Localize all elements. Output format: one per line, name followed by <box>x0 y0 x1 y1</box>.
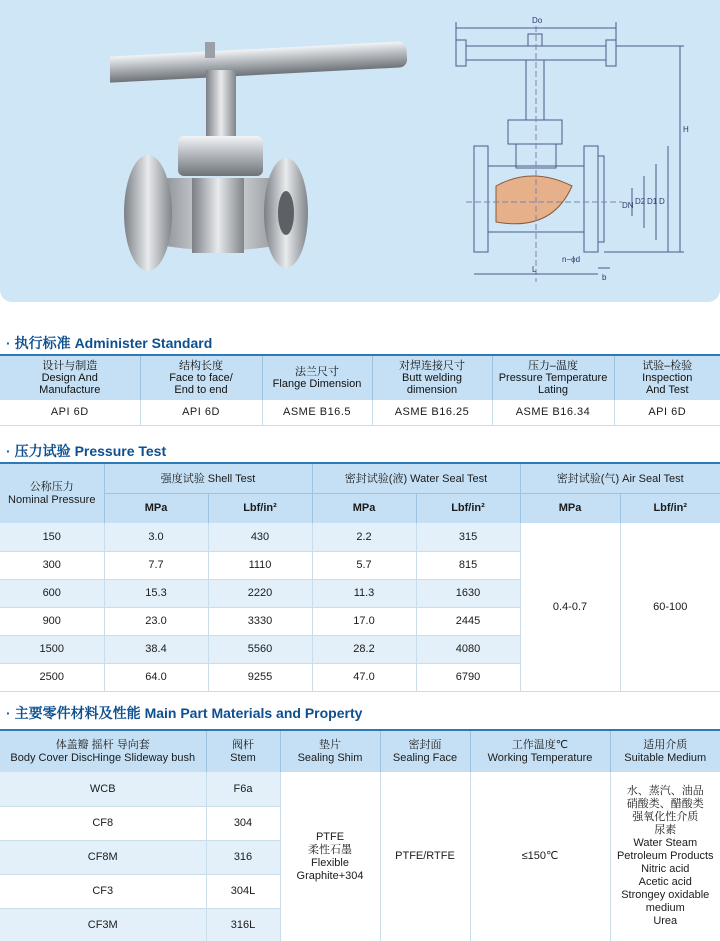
standard-value: ASME B16.5 <box>262 400 372 425</box>
header-design: 设计与制造 Design And Manufacture <box>0 355 140 400</box>
unit-lbf: Lbf/in² <box>208 493 312 523</box>
air-mpa: 0.4-0.7 <box>520 523 620 691</box>
sealing-face: PTFE/RTFE <box>380 772 470 941</box>
header-shim: 垫片 Sealing Shim <box>280 730 380 772</box>
dim-label-d1: D1 <box>647 197 658 206</box>
dim-label-holes: n−ϕd <box>562 255 581 264</box>
table-row: 300 7.7 1110 5.7 815 <box>0 551 720 579</box>
title-cn: 执行标准 <box>14 335 71 351</box>
standard-table <box>0 354 720 426</box>
table-row: 150 3.0 430 2.2 315 0.4-0.7 60-100 <box>0 523 720 551</box>
bullet-icon: · <box>6 705 11 721</box>
standard-value: API 6D <box>140 400 262 425</box>
table-row: 600 15.3 2220 11.3 1630 <box>0 579 720 607</box>
title-cn: 主要零件材料及性能 <box>14 705 141 721</box>
header-shell-test: 强度试验 Shell Test <box>104 463 312 493</box>
working-temperature: ≤150℃ <box>470 772 610 941</box>
title-en: Main Part Materials and Property <box>144 705 363 721</box>
section-title-pressure <box>6 441 166 461</box>
table-row: CF8M 316 <box>0 840 720 874</box>
header-flange: 法兰尺寸 Flange Dimension <box>262 355 372 400</box>
dim-label-d: D <box>659 197 665 206</box>
header-face: 结构长度 Face to face/ End to end <box>140 355 262 400</box>
table-row: CF3M 316L <box>0 908 720 941</box>
title-en: Administer Standard <box>74 335 213 351</box>
standard-value: API 6D <box>0 400 140 425</box>
table-row: 2500 64.0 9255 47.0 6790 <box>0 663 720 691</box>
section-title-materials <box>6 703 362 723</box>
table-row: 1500 38.4 5560 28.2 4080 <box>0 635 720 663</box>
dim-label-h: H <box>683 125 689 134</box>
header-air-seal: 密封试验(气) Air Seal Test <box>520 463 720 493</box>
table-row: CF8 304 <box>0 806 720 840</box>
dim-label-d2: D2 <box>635 197 646 206</box>
product-banner <box>0 0 720 302</box>
header-butt: 对焊连接尺寸 Butt welding dimension <box>372 355 492 400</box>
standard-value: ASME B16.34 <box>492 400 614 425</box>
dim-label-l: L <box>532 265 537 274</box>
unit-mpa: MPa <box>104 493 208 523</box>
air-lbf: 60-100 <box>620 523 720 691</box>
header-medium: 适用介质 Suitable Medium <box>610 730 720 772</box>
standard-value: ASME B16.25 <box>372 400 492 425</box>
table-row: 900 23.0 3330 17.0 2445 <box>0 607 720 635</box>
dim-label-do: Do <box>532 16 543 25</box>
unit-lbf: Lbf/in² <box>416 493 520 523</box>
suitable-medium: 水、蒸汽、油品 硝酸类、醋酸类 强氧化性介质 尿素 Water Steam Petroleum Products Nitric acid Acetic acid Strongey oxidable medium Urea <box>610 772 720 941</box>
valve-dimension-drawing <box>452 6 714 296</box>
unit-mpa: MPa <box>520 493 620 523</box>
bullet-icon: · <box>6 335 11 351</box>
unit-mpa: MPa <box>312 493 416 523</box>
pressure-table <box>0 462 720 692</box>
valve-photo <box>110 28 440 278</box>
header-inspection: 试验–检验 Inspection And Test <box>614 355 720 400</box>
header-temp: 工作温度℃ Working Temperature <box>470 730 610 772</box>
header-nominal-pressure: 公称压力 Nominal Pressure <box>0 463 104 523</box>
standard-value: API 6D <box>614 400 720 425</box>
table-row: CF3 304L <box>0 874 720 908</box>
dim-label-dn: DN <box>622 201 634 210</box>
dim-label-b: b <box>602 273 607 282</box>
title-cn: 压力试验 <box>14 443 71 459</box>
header-water-seal: 密封试验(液) Water Seal Test <box>312 463 520 493</box>
section-title-standard <box>6 333 212 353</box>
header-pressure-temp: 压力–温度 Pressure Temperature Lating <box>492 355 614 400</box>
sealing-shim: PTFE 柔性石墨 Flexible Graphite+304 <box>280 772 380 941</box>
table-row: WCB F6a PTFE 柔性石墨 Flexible Graphite+304 PTFE/RTFE ≤150℃ 水、蒸汽、油品 硝酸类、醋酸类 强氧化性介质 尿素 Water Steam Petroleum Products Nitric acid Acetic acid Strongey oxidable medium Urea <box>0 772 720 806</box>
header-face: 密封面 Sealing Face <box>380 730 470 772</box>
header-body: 体盖瓣 摇杆 导向套 Body Cover DiscHinge Slideway bush <box>0 730 206 772</box>
bullet-icon: · <box>6 443 11 459</box>
header-stem: 阀杆 Stem <box>206 730 280 772</box>
materials-table <box>0 729 720 941</box>
unit-lbf: Lbf/in² <box>620 493 720 523</box>
title-en: Pressure Test <box>74 443 167 459</box>
